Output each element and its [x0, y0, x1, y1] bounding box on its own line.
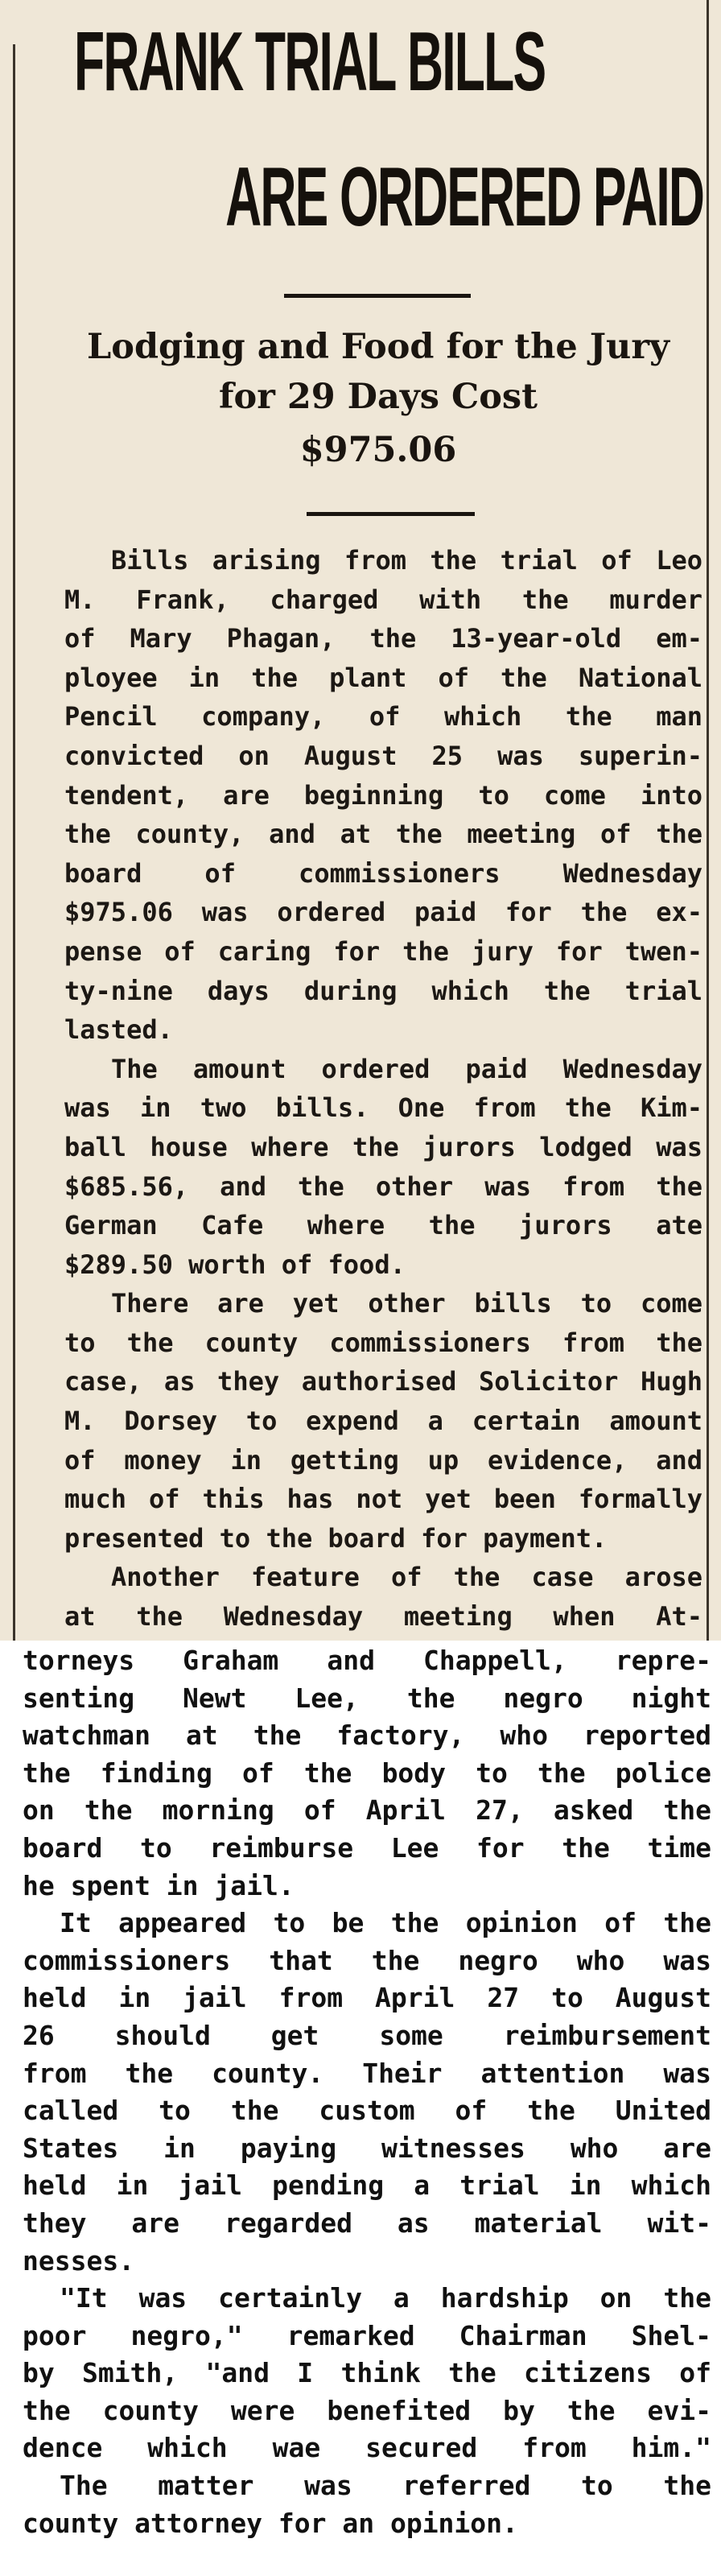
article-line: presented to the board for payment.	[64, 1522, 608, 1554]
article-line: Bills arising from the trial of Leo	[111, 545, 702, 576]
article-line: county attorney for an opinion.	[23, 2507, 518, 2539]
article-line: States in paying witnesses who are	[23, 2132, 711, 2164]
article-line: at the Wednesday meeting when At-	[64, 1601, 702, 1633]
subheadline-amount: $975.06	[299, 430, 457, 470]
article-line: was in two bills. One from the Kim-	[64, 1092, 702, 1124]
article-line: It appeared to be the opinion of the	[60, 1907, 711, 1939]
article-line: dence which wae secured from him."	[23, 2432, 711, 2464]
deck-divider-top	[284, 294, 471, 298]
article-line: convicted on August 25 was superin-	[64, 740, 702, 771]
article-line: German Cafe where the jurors ate	[64, 1210, 702, 1241]
article-line: 26 should get some reimbursement	[23, 2019, 711, 2051]
article-body-lower	[23, 1642, 711, 2542]
headline-line-2: ARE ORDERED PAID	[225, 151, 703, 244]
article-line: senting Newt Lee, the negro night	[23, 1682, 711, 1714]
article-line: held in jail from April 27 to August	[23, 1982, 711, 2014]
article-line: ployee in the plant of the National	[64, 662, 702, 693]
article-line: $289.50 worth of food.	[64, 1249, 406, 1280]
headline-line-1: FRANK TRIAL BILLS	[74, 15, 546, 109]
article-line: The amount ordered paid Wednesday	[111, 1053, 702, 1084]
article-line: poor negro," remarked Chairman Shel-	[23, 2319, 711, 2351]
article-line: he spent in jail.	[23, 1869, 295, 1901]
article-line: by Smith, "and I think the citizens of	[23, 2357, 711, 2389]
article-line: watchman at the factory, who reported	[23, 1719, 711, 1752]
article-line: board of commissioners Wednesday	[64, 857, 702, 889]
article-line: nesses.	[23, 2244, 135, 2277]
article-line: ty-nine days during which the trial	[64, 975, 702, 1006]
article-line: held in jail pending a trial in which	[23, 2169, 711, 2202]
article-line: lasted.	[64, 1014, 173, 1046]
article-line: the finding of the body to the police	[23, 1757, 711, 1789]
article-line: commissioners that the negro who was	[23, 1944, 711, 1976]
article-line: the county, and at the meeting of the	[64, 819, 702, 850]
article-line: of Mary Phagan, the 13-year-old em-	[64, 623, 702, 654]
column-rule-left	[13, 44, 15, 1641]
article-line: much of this has not yet been formally	[64, 1484, 702, 1515]
article-line: case, as they authorised Solicitor Hugh	[64, 1366, 702, 1397]
deck-divider-bottom	[307, 512, 475, 516]
article-line: board to reimburse Lee for the time	[23, 1831, 711, 1864]
article-line: ball house where the jurors lodged was	[64, 1131, 702, 1162]
article-line: from the county. Their attention was	[23, 2057, 711, 2089]
article-line: on the morning of April 27, asked the	[23, 1794, 711, 1827]
subheadline-line-2: for 29 Days Cost	[219, 377, 538, 417]
article-line: M. Dorsey to expend a certain amount	[64, 1406, 702, 1437]
article-line: to the county commissioners from the	[64, 1327, 702, 1358]
article-line: Another feature of the case arose	[111, 1562, 702, 1593]
article-line: of money in getting up evidence, and	[64, 1444, 702, 1476]
article-line: M. Frank, charged with the murder	[64, 584, 702, 615]
article-line: tendent, are beginning to come into	[64, 779, 702, 811]
article-line: they are regarded as material wit-	[23, 2207, 711, 2239]
article-line: There are yet other bills to come	[111, 1288, 702, 1319]
article-body-upper	[64, 541, 702, 1637]
article-line: pense of caring for the jury for twen-	[64, 935, 702, 967]
article-line: Pencil company, of which the man	[64, 701, 702, 733]
article-line: $685.56, and the other was from the	[64, 1170, 702, 1202]
subheadline-line-1: Lodging and Food for the Jury	[87, 327, 670, 367]
article-line: called to the custom of the United	[23, 2095, 711, 2127]
column-rule-right	[707, 0, 709, 1641]
article-line: torneys Graham and Chappell, repre-	[23, 1645, 711, 1676]
article-line: The matter was referred to the	[60, 2470, 711, 2502]
article-line: "It was certainly a hardship on the	[60, 2282, 711, 2314]
article-line: $975.06 was ordered paid for the ex-	[64, 897, 702, 928]
article-line: the county were benefited by the evi-	[23, 2394, 711, 2426]
